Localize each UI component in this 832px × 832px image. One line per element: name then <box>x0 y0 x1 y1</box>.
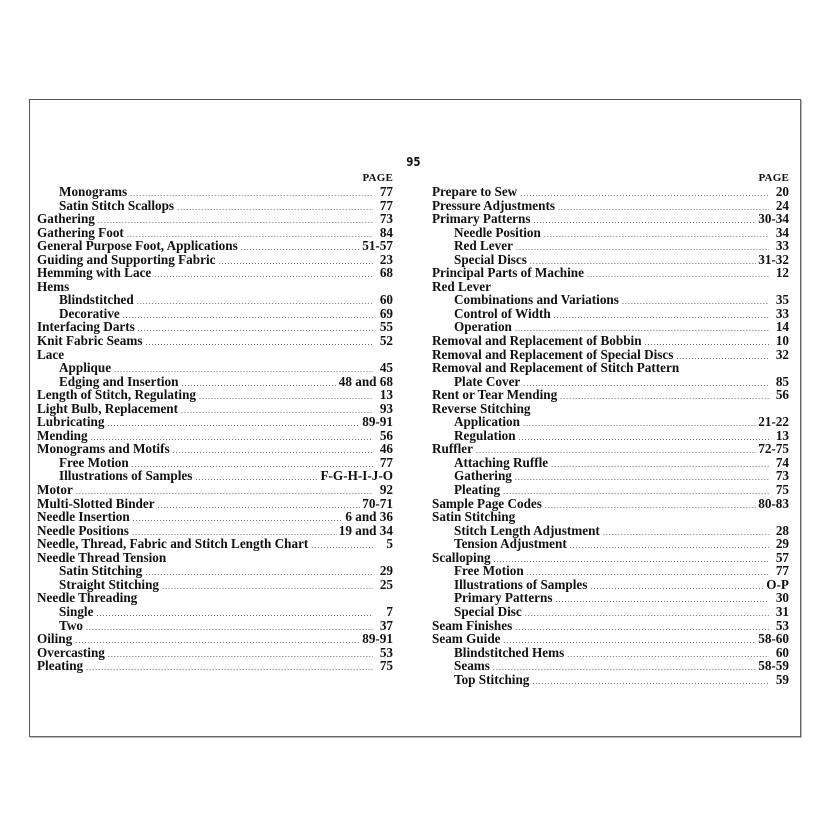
dot-leader <box>558 201 769 215</box>
index-entry <box>37 253 393 267</box>
index-entry-page: 60 <box>379 292 393 308</box>
index-entry <box>432 564 789 578</box>
index-entry-label: Seams <box>454 658 490 674</box>
index-entry <box>37 320 393 334</box>
index-entry <box>37 619 393 633</box>
index-entry-page: 14 <box>775 319 789 335</box>
index-entry <box>37 415 393 429</box>
index-entry <box>432 632 789 646</box>
index-entry <box>37 483 393 497</box>
index-entry-label: Free Motion <box>454 563 524 579</box>
index-entry-page: 56 <box>379 427 393 443</box>
index-entry-page: 77 <box>379 454 393 470</box>
dot-leader <box>560 390 769 404</box>
index-entry-page: 31 <box>775 603 789 619</box>
index-entry <box>432 320 789 334</box>
index-entry <box>37 266 393 280</box>
page-column-header: PAGE <box>758 172 789 184</box>
index-entry <box>432 510 789 524</box>
index-entry <box>37 429 393 443</box>
index-entry <box>37 280 393 294</box>
index-entry-label: Application <box>454 414 520 430</box>
index-entry-page: 68 <box>379 265 393 281</box>
index-entry-page: 6 and 36 <box>345 509 393 525</box>
index-entry-page: 89-91 <box>362 631 393 647</box>
index-entry-label: Red Lever <box>454 238 513 254</box>
index-entry-page: 35 <box>775 292 789 308</box>
index-entry-page: 19 and 34 <box>338 522 393 538</box>
index-entry-page: 74 <box>775 454 789 470</box>
index-entry-page: 75 <box>379 658 393 674</box>
dot-leader <box>138 322 373 336</box>
index-entry <box>37 510 393 524</box>
index-entry-label: Pleating <box>37 658 84 674</box>
index-entry-label: Knit Fabric Seams <box>37 333 143 349</box>
index-entry-label: Special Disc <box>454 603 522 619</box>
index-entry-label: Removal and Replacement of Special Discs <box>432 346 674 362</box>
index-entry <box>432 253 789 267</box>
dot-leader <box>520 187 769 201</box>
index-entry-page: 58-59 <box>758 658 789 674</box>
index-entry <box>37 239 393 253</box>
index-entry <box>432 469 789 483</box>
index-entry-label: Monograms and Motifs <box>37 441 170 457</box>
index-entry-page: 77 <box>379 197 393 213</box>
index-entry-label: Operation <box>454 319 512 335</box>
index-entry <box>432 226 789 240</box>
index-entry-label: Lubricating <box>37 414 105 430</box>
index-entry-label: Straight Stitching <box>59 576 160 592</box>
index-entry <box>432 497 789 511</box>
index-entry <box>37 551 393 565</box>
dot-leader <box>519 431 769 445</box>
index-entry <box>37 537 393 551</box>
dot-leader <box>554 309 769 323</box>
dot-leader <box>493 661 756 675</box>
index-entry <box>37 524 393 538</box>
index-entry-page: 25 <box>379 576 393 592</box>
index-entry <box>432 402 789 416</box>
index-entry-page: 23 <box>379 251 393 267</box>
index-entry-page: 20 <box>775 184 789 199</box>
dot-leader <box>551 458 769 472</box>
dot-leader <box>523 377 769 391</box>
index-entry-label: Control of Width <box>454 305 551 321</box>
index-entry <box>37 212 393 226</box>
index-entry-label: Top Stitching <box>454 671 530 687</box>
index-entry-label: Removal and Replacement of Stitch Pattern <box>432 360 680 376</box>
dot-leader <box>218 255 373 269</box>
index-entry-label: Stitch Length Adjustment <box>454 522 600 538</box>
dot-leader <box>86 621 373 635</box>
index-entry <box>37 591 393 605</box>
index-entry-label: Light Bulb, Replacement <box>37 400 179 416</box>
index-entry <box>37 185 393 199</box>
index-entry-label: Needle Positions <box>37 522 129 538</box>
dot-leader <box>154 268 373 282</box>
dot-leader <box>86 661 373 675</box>
index-entry-label: Pleating <box>454 482 501 498</box>
index-entry-page: 93 <box>379 400 393 416</box>
index-entry <box>37 402 393 416</box>
index-entry-label: Free Motion <box>59 454 129 470</box>
index-entry-label: Two <box>59 617 83 633</box>
index-entry-label: Primary Patterns <box>454 590 553 606</box>
dot-leader <box>241 241 360 255</box>
index-entry-label: Tension Adjustment <box>454 536 567 552</box>
index-entry <box>432 537 789 551</box>
index-entry <box>37 226 393 240</box>
index-entry <box>432 212 789 226</box>
index-entry-label: Applique <box>59 360 112 376</box>
index-entry-page: 12 <box>775 265 789 281</box>
index-entry-page: 56 <box>775 387 789 403</box>
index-entry-label: Regulation <box>454 427 516 443</box>
dot-leader <box>145 566 373 580</box>
index-entry-page: 30 <box>775 590 789 606</box>
index-entry-label: Red Lever <box>432 278 491 294</box>
index-entry-label: Plate Cover <box>454 373 521 389</box>
index-entry-label: Monograms <box>59 184 128 199</box>
index-entry-label: Attaching Ruffle <box>454 454 549 470</box>
index-entry <box>432 239 789 253</box>
index-entry <box>37 361 393 375</box>
index-entry-page: 31-32 <box>758 251 789 267</box>
index-entry-page: 53 <box>379 644 393 660</box>
index-entry-page: 34 <box>775 224 789 240</box>
index-entry-label: Seam Finishes <box>432 617 513 633</box>
index-entry <box>37 293 393 307</box>
dot-leader <box>590 580 764 594</box>
dot-leader <box>133 512 344 526</box>
index-entry <box>432 348 789 362</box>
index-entry-page: O-P <box>766 576 789 592</box>
index-entry-label: Lace <box>37 346 65 362</box>
index-entry-label: Principal Parts of Machine <box>432 265 584 281</box>
index-entry-label: Rent or Tear Mending <box>432 387 558 403</box>
dot-leader <box>96 607 373 621</box>
index-entry-page: 29 <box>379 563 393 579</box>
index-entry-label: Motor <box>37 482 73 498</box>
dot-leader <box>107 417 360 431</box>
index-entry-page: 21-22 <box>758 414 789 430</box>
index-entry <box>432 415 789 429</box>
index-entry-label: Oiling <box>37 631 73 647</box>
index-entry-label: Gathering Foot <box>37 224 124 240</box>
index-entries <box>37 185 393 673</box>
index-entry <box>432 659 789 673</box>
index-entry-label: Needle Thread Tension <box>37 549 167 565</box>
index-entry-label: Single <box>59 603 94 619</box>
dot-leader <box>181 404 373 418</box>
index-entry <box>37 564 393 578</box>
dot-leader <box>146 336 374 350</box>
index-entry-label: Blindstitched Hems <box>454 644 565 660</box>
index-entry-label: Satin Stitching <box>59 563 143 579</box>
index-entry-page: 30-34 <box>758 211 789 227</box>
index-entry-page: 7 <box>386 603 393 619</box>
index-entry-label: Satin Stitch Scallops <box>59 197 175 213</box>
dot-leader <box>177 201 373 215</box>
index-entry <box>432 266 789 280</box>
index-entry-page: 37 <box>379 617 393 633</box>
index-entry <box>432 307 789 321</box>
index-column-left <box>37 172 393 673</box>
dot-leader <box>162 580 373 594</box>
dot-leader <box>503 485 769 499</box>
index-entry-page: 89-91 <box>362 414 393 430</box>
index-entry <box>432 199 789 213</box>
index-entry <box>37 388 393 402</box>
dot-leader <box>515 471 769 485</box>
dot-leader <box>567 648 769 662</box>
index-entry <box>37 307 393 321</box>
dot-leader <box>181 377 336 391</box>
index-entry <box>37 578 393 592</box>
index-entry-label: Ruffler <box>432 441 474 457</box>
index-entry-page: 60 <box>775 644 789 660</box>
dot-leader <box>622 295 769 309</box>
page-number: 95 <box>406 155 421 169</box>
index-entry-page: 45 <box>379 360 393 376</box>
index-entry-label: Satin Stitching <box>432 509 516 525</box>
index-entry <box>432 605 789 619</box>
index-entry-page: 77 <box>775 563 789 579</box>
dot-leader <box>676 350 769 364</box>
index-entry-label: Special Discs <box>454 251 527 267</box>
index-entry-label: Length of Stitch, Regulating <box>37 387 196 403</box>
index-entry-page: 59 <box>775 671 789 687</box>
index-entry-page: 69 <box>379 305 393 321</box>
index-entry <box>432 293 789 307</box>
index-entry <box>37 469 393 483</box>
index-entry <box>432 442 789 456</box>
index-entry-label: Pressure Adjustments <box>432 197 555 213</box>
index-entry <box>37 375 393 389</box>
dot-leader <box>556 593 769 607</box>
index-entry-label: Edging and Insertion <box>59 373 179 389</box>
index-entry <box>432 280 789 294</box>
index-entry-page: 13 <box>775 427 789 443</box>
dot-leader <box>195 471 318 485</box>
index-entry <box>37 442 393 456</box>
dot-leader <box>532 675 769 689</box>
dot-leader <box>544 228 769 242</box>
index-entry-label: Illustrations of Samples <box>59 468 193 484</box>
index-entry-page: 75 <box>775 482 789 498</box>
index-entry-label: Primary Patterns <box>432 211 531 227</box>
index-entry <box>37 497 393 511</box>
index-entry-label: Guiding and Supporting Fabric <box>37 251 216 267</box>
index-entry <box>432 456 789 470</box>
index-entry-page: 46 <box>379 441 393 457</box>
index-entry <box>37 334 393 348</box>
dot-leader <box>587 268 769 282</box>
index-entry-label: Interfacing Darts <box>37 319 135 335</box>
dot-leader <box>545 499 756 513</box>
index-entry-label: Illustrations of Samples <box>454 576 588 592</box>
dot-leader <box>199 390 373 404</box>
index-entry-page: 32 <box>775 346 789 362</box>
index-entry-page: 24 <box>775 197 789 213</box>
index-entry <box>432 619 789 633</box>
index-entry-page: 53 <box>775 617 789 633</box>
index-entry-label: Needle Threading <box>37 590 138 606</box>
index-entry-label: Gathering <box>454 468 512 484</box>
dot-leader <box>311 539 373 553</box>
index-entry-page: 55 <box>379 319 393 335</box>
index-entry-page: 28 <box>775 522 789 538</box>
page-column-header: PAGE <box>362 172 393 184</box>
index-entry-label: Multi-Slotted Binder <box>37 495 155 511</box>
index-entry-label: Removal and Replacement of Bobbin <box>432 333 642 349</box>
index-entry-label: Combinations and Variations <box>454 292 619 308</box>
index-entries <box>432 185 789 686</box>
index-entry <box>432 524 789 538</box>
index-entry-label: Gathering <box>37 211 95 227</box>
index-entry-label: General Purpose Foot, Applications <box>37 238 238 254</box>
index-entry <box>37 456 393 470</box>
index-column-right <box>432 172 789 686</box>
index-entry-page: F-G-H-I-J-O <box>320 468 393 484</box>
index-entry-page: 5 <box>386 536 393 552</box>
index-entry-label: Hems <box>37 278 70 294</box>
index-entry-label: Prepare to Sew <box>432 184 518 199</box>
index-entry-page: 73 <box>379 211 393 227</box>
index-entry <box>37 348 393 362</box>
index-entry <box>432 375 789 389</box>
index-entry <box>432 334 789 348</box>
index-entry-label: Needle Position <box>454 224 541 240</box>
index-entry-page: 33 <box>775 238 789 254</box>
index-entry <box>37 605 393 619</box>
index-entry <box>432 646 789 660</box>
dot-leader <box>108 648 373 662</box>
index-entry-page: 29 <box>775 536 789 552</box>
index-entry-label: Seam Guide <box>432 631 501 647</box>
dot-leader <box>525 607 769 621</box>
index-entry <box>432 185 789 199</box>
dot-leader <box>523 417 756 431</box>
index-entry <box>432 361 789 375</box>
index-entry-page: 70-71 <box>362 495 393 511</box>
dot-leader <box>137 295 373 309</box>
index-entry-page: 84 <box>379 224 393 240</box>
dot-leader <box>158 499 361 513</box>
index-entry-label: Needle Insertion <box>37 509 130 525</box>
index-entry-label: Needle, Thread, Fabric and Stitch Length Chart <box>37 536 309 552</box>
dot-leader <box>75 634 360 648</box>
index-entry <box>432 429 789 443</box>
index-entry-page: 51-57 <box>362 238 393 254</box>
dot-leader <box>603 526 769 540</box>
dot-leader <box>494 553 769 567</box>
index-entry-page: 52 <box>379 333 393 349</box>
index-entry-page: 48 and 68 <box>338 373 393 389</box>
index-entry <box>432 551 789 565</box>
index-entry-label: Sample Page Codes <box>432 495 542 511</box>
dot-leader <box>123 309 373 323</box>
index-entry-page: 73 <box>775 468 789 484</box>
index-entry-page: 33 <box>775 305 789 321</box>
index-entry <box>37 632 393 646</box>
dot-leader <box>515 621 769 635</box>
dot-leader <box>570 539 769 553</box>
index-entry-label: Hemming with Lace <box>37 265 152 281</box>
index-entry-label: Reverse Stitching <box>432 400 531 416</box>
index-entry-label: Decorative <box>59 305 120 321</box>
index-entry-page: 72-75 <box>758 441 789 457</box>
index-entry-page: 92 <box>379 482 393 498</box>
index-entry-page: 13 <box>379 387 393 403</box>
dot-leader <box>516 241 769 255</box>
index-entry <box>432 673 789 687</box>
index-entry <box>37 199 393 213</box>
index-entry-label: Mending <box>37 427 88 443</box>
index-entry <box>432 591 789 605</box>
index-entry <box>432 388 789 402</box>
index-entry-label: Blindstitched <box>59 292 134 308</box>
index-entry-page: 58-60 <box>758 631 789 647</box>
dot-leader <box>98 214 373 228</box>
index-entry <box>37 646 393 660</box>
index-entry <box>432 483 789 497</box>
dot-leader <box>534 214 757 228</box>
index-entry-page: 57 <box>775 549 789 565</box>
index-entry-page: 80-83 <box>758 495 789 511</box>
dot-leader <box>173 444 373 458</box>
index-entry-page: 85 <box>775 373 789 389</box>
index-entry-label: Overcasting <box>37 644 105 660</box>
index-entry-page: 10 <box>775 333 789 349</box>
index-entry-page: 77 <box>379 184 393 199</box>
index-entry-label: Scalloping <box>432 549 491 565</box>
index-entry <box>432 578 789 592</box>
index-entry <box>37 659 393 673</box>
